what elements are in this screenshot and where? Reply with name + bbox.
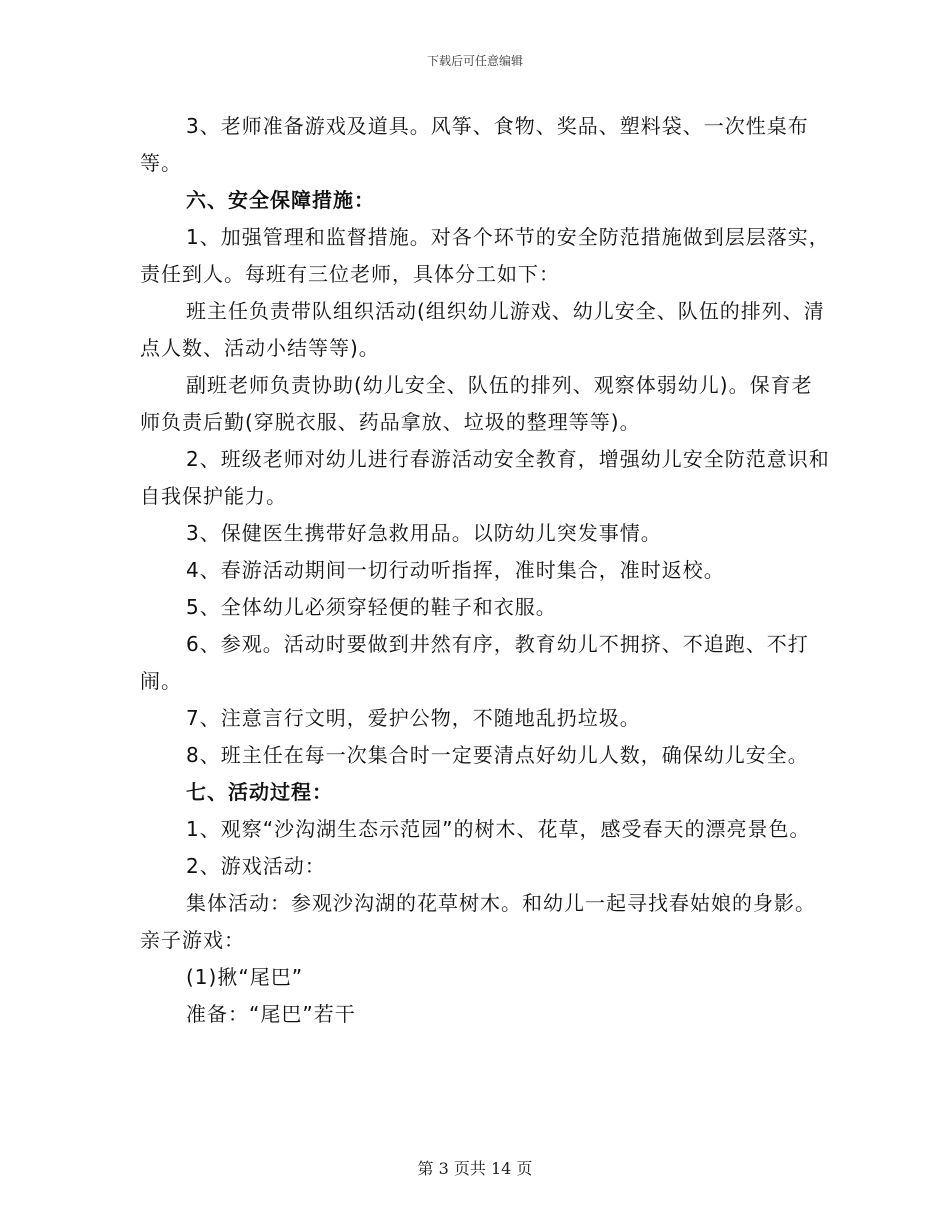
paragraph: 集体活动：参观沙沟湖的花草树木。和幼儿一起寻找春姑娘的身影。亲子游戏： <box>140 891 816 952</box>
document-body <box>140 108 830 1033</box>
section-heading: 七、活动过程： <box>186 780 333 804</box>
page-footer: 第 3 页共 14 页 <box>417 1159 533 1178</box>
paragraph: 7、注意言行文明，爱护公物，不随地乱扔垃圾。 <box>186 706 641 730</box>
paragraph: 6、参观。活动时要做到井然有序，教育幼儿不拥挤、不追跑、不打闹。 <box>140 632 809 693</box>
paragraph: 4、春游活动期间一切行动听指挥，准时集合，准时返校。 <box>186 558 725 582</box>
paragraph: (1)揪“尾巴” <box>186 965 304 989</box>
paragraph: 2、班级老师对幼儿进行春游活动安全教育，增强幼儿安全防范意识和自我保护能力。 <box>140 447 830 508</box>
section-heading: 六、安全保障措施： <box>186 188 375 212</box>
paragraph: 3、保健医生携带好急救用品。以防幼儿突发事情。 <box>186 521 662 545</box>
paragraph: 1、加强管理和监督措施。对各个环节的安全防范措施做到层层落实，责任到人。每班有三位老师，具体分工如下： <box>140 225 830 286</box>
page-header: 下载后可任意编辑 <box>426 54 523 68</box>
paragraph: 1、观察“沙沟湖生态示范园”的树木、花草，感受春天的漂亮景色。 <box>186 817 811 841</box>
paragraph: 副班老师负责协助(幼儿安全、队伍的排列、观察体弱幼儿)。保育老师负责后勤(穿脱衣服、药品拿放、垃圾的整理等等)。 <box>140 373 813 434</box>
paragraph: 5、全体幼儿必须穿轻便的鞋子和衣服。 <box>186 595 557 619</box>
paragraph: 2、游戏活动： <box>186 854 326 878</box>
paragraph: 3、老师准备游戏及道具。风筝、食物、奖品、塑料袋、一次性桌布等。 <box>140 114 809 175</box>
paragraph: 准备：“尾巴”若干 <box>186 1002 356 1026</box>
paragraph: 8、班主任在每一次集合时一定要清点好幼儿人数，确保幼儿安全。 <box>186 743 809 767</box>
paragraph: 班主任负责带队组织活动(组织幼儿游戏、幼儿安全、队伍的排列、清点人数、活动小结等等)。 <box>140 299 825 360</box>
